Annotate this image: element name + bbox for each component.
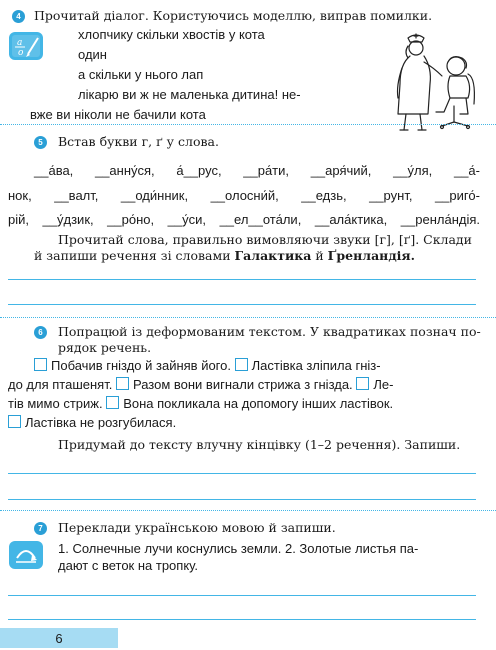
writing-line[interactable] xyxy=(8,619,476,620)
page-number: 6 xyxy=(55,630,63,646)
word-item: а́__рус, xyxy=(176,163,222,178)
deformed-text-line-4 xyxy=(8,414,176,431)
task-4-title: Прочитай діалог. Користуючись моделлю, виправ помилки. xyxy=(34,8,433,23)
task-5-instruction-2 xyxy=(34,248,415,263)
sentence-text: Разом вони вигнали стрижа з гнізда. xyxy=(132,377,353,392)
section-divider xyxy=(0,124,496,125)
word-item: __у́ля, xyxy=(393,163,433,178)
word-item: __ренла́ндія. xyxy=(400,212,480,227)
translation-sentence-1: 1. Солнечные лучи коснулись земли. 2. Золотые листья па- xyxy=(58,541,419,556)
word-row-3 xyxy=(8,211,480,228)
sentence-text: Побачив гніздо й зайняв його. xyxy=(51,358,231,373)
word-item: нок, xyxy=(8,188,32,203)
word-item: __анну́ся, xyxy=(94,163,155,178)
pencil-letters-icon xyxy=(9,32,43,60)
task-5-instruction-1: Прочитай слова, правильно вимовляючи звуки [г], [ґ]. Склади xyxy=(58,232,472,247)
word-item: рій, xyxy=(8,212,29,227)
instruction-text: й запиши речення зі словами xyxy=(34,248,231,263)
dialog-line-4: лікарю ви ж не маленька дитина! не- xyxy=(78,87,301,102)
dialog-line-3: а скільки у нього лап xyxy=(78,67,204,82)
task-6-title-2: рядок речень. xyxy=(58,340,152,355)
conjunction: й xyxy=(315,248,324,263)
keyword-grenlandiya: Ґренландія. xyxy=(327,248,415,263)
translate-arrow-icon xyxy=(9,541,43,569)
dialog-line-2: один xyxy=(78,47,107,62)
sentence-text: до для пташенят. xyxy=(8,377,113,392)
order-checkbox[interactable] xyxy=(235,358,248,371)
word-row-2 xyxy=(8,187,480,204)
task-5-title: Встав букви г, ґ у слова. xyxy=(58,134,219,149)
word-item: __у́си, xyxy=(167,212,207,227)
dialog-line-1: хлопчику скільки хвостів у кота xyxy=(78,27,265,42)
order-checkbox[interactable] xyxy=(116,377,129,390)
word-item: __ала́ктика, xyxy=(314,212,388,227)
word-row-1 xyxy=(34,162,480,179)
writing-line[interactable] xyxy=(8,279,476,280)
sentence-text: тів мимо стриж. xyxy=(8,396,103,411)
task-6-title-1: Попрацюй із деформованим текстом. У квадратиках познач по- xyxy=(58,324,481,339)
sentence-text: Ластівка не розгубилася. xyxy=(25,415,177,430)
svg-text:o: o xyxy=(18,48,24,58)
writing-line[interactable] xyxy=(8,473,476,474)
word-item: __ро́но, xyxy=(107,212,155,227)
deformed-text-line-3 xyxy=(8,395,393,412)
sentence-text: Ластівка зліпила гніз- xyxy=(251,358,381,373)
writing-line[interactable] xyxy=(8,595,476,596)
writing-line[interactable] xyxy=(8,499,476,500)
word-item: __валт, xyxy=(54,188,99,203)
order-checkbox[interactable] xyxy=(34,358,47,371)
word-item: __оди́нник, xyxy=(120,188,189,203)
order-checkbox[interactable] xyxy=(356,377,369,390)
task-number-5: 5 xyxy=(34,136,47,149)
task-number-4: 4 xyxy=(12,10,25,23)
task-number-7: 7 xyxy=(34,522,47,535)
doctor-boy-illustration xyxy=(378,26,490,138)
word-item: __у́дзик, xyxy=(42,212,94,227)
dialog-line-5: вже ви ніколи не бачили кота xyxy=(30,107,206,122)
word-item: __едзь, xyxy=(301,188,347,203)
sentence-text: Вона покликала на допомогу інших ластівок. xyxy=(123,396,394,411)
word-item: __ел__ота́ли, xyxy=(219,212,302,227)
order-checkbox[interactable] xyxy=(106,396,119,409)
page-number-tab xyxy=(0,628,118,648)
word-item: __олосни́й, xyxy=(210,188,279,203)
keyword-galaktika: Галактика xyxy=(234,248,312,263)
task-6-instruction: Придумай до тексту влучну кінцівку (1–2 речення). Запиши. xyxy=(58,437,461,452)
section-divider xyxy=(0,317,496,318)
task-number-6: 6 xyxy=(34,326,47,339)
writing-line[interactable] xyxy=(8,304,476,305)
word-item: __аря́чий, xyxy=(310,163,372,178)
word-item: __риго́- xyxy=(434,188,480,203)
deformed-text-line-2 xyxy=(8,376,393,393)
word-item: __рунт, xyxy=(369,188,413,203)
sentence-text: Ле- xyxy=(373,377,394,392)
task-7-title: Переклади українською мовою й запиши. xyxy=(58,520,336,535)
svg-text:a: a xyxy=(17,38,23,48)
word-item: __ра́ти, xyxy=(243,163,290,178)
deformed-text-line-1 xyxy=(34,357,381,374)
order-checkbox[interactable] xyxy=(8,415,21,428)
word-item: __а́ва, xyxy=(34,163,74,178)
section-divider xyxy=(0,510,496,511)
word-item: __а́- xyxy=(453,163,480,178)
translation-sentence-2: дают с веток на тропку. xyxy=(58,558,198,573)
